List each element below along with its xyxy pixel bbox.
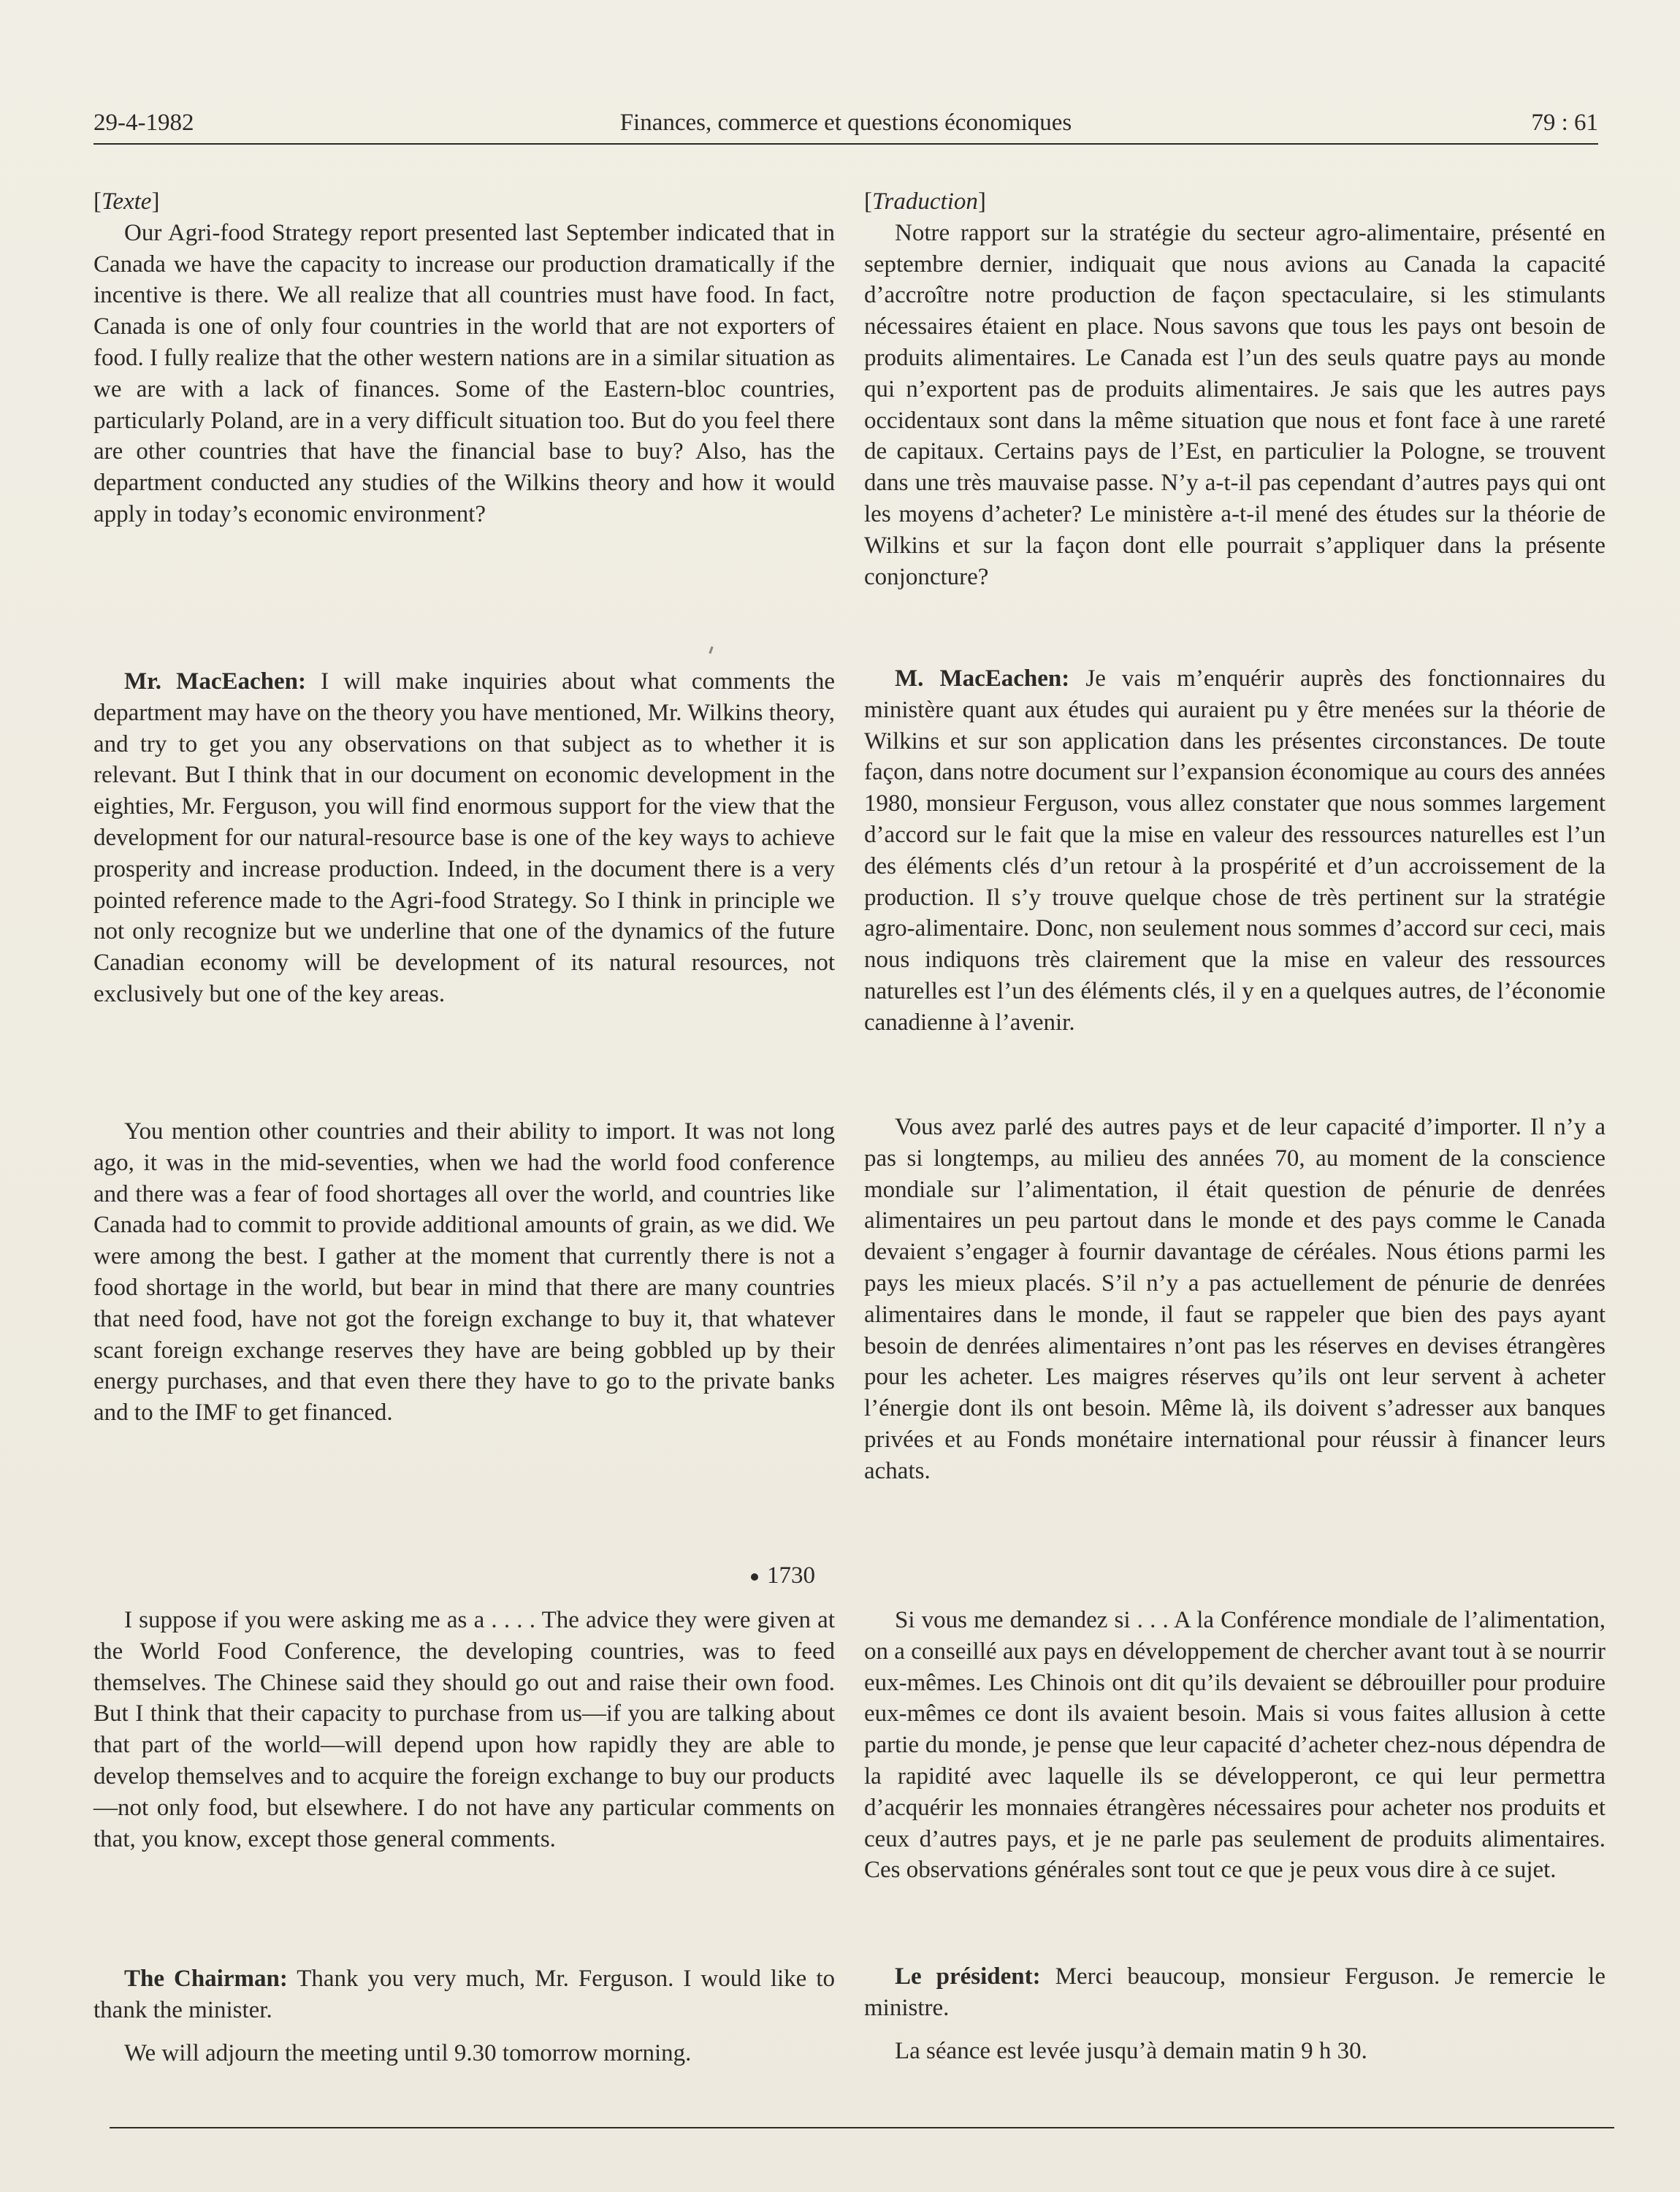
page-header <box>93 104 1598 141</box>
english-paragraph-1: Our Agri-food Strategy report presented last September indicated that in Canada we have the capacity to increase our production dramatically if the incentive is there. We all realize that all countries must have food. In fact, Canada is one of only four countries in the world that are not exporters of food. I fully realize that the other western nations are in a similar situation as we are with a lack of finances. Some of the Eastern-bloc countries, particularly Poland, are in a very difficult situation too. But do you feel there are other countries that have the financial base to buy? Also, has the department conducted any studies of the Wilkins theory and how it would apply in today’s economic environment? <box>93 219 835 527</box>
english-block-4 <box>93 1605 835 1855</box>
header-rule <box>93 143 1598 145</box>
english-block-3 <box>93 1116 835 1429</box>
footer-rule <box>110 2127 1614 2128</box>
french-section-tag: [Traduction] <box>864 188 986 215</box>
header-title: Finances, commerce et questions économiques <box>619 110 1072 136</box>
french-paragraph-5: Le président: Merci beaucoup, monsieur Ferguson. Je remercie le ministre. <box>864 1963 1605 2021</box>
french-paragraph-3: Vous avez parlé des autres pays et de leur capacité d’importer. Il n’y a pas si longtemps, au milieu des années 70, au moment de la conscience mondiale sur l’alimentation, il était question de pénurie de denrées alimentaires un peu partout dans le monde et des pays comme le Canada devaient s’engager à fournir davantage de céréales. Nous étions parmi les pays les mieux placés. S’il n’y a pas actuellement de pénurie de denrées alimentaires dans le monde, il faut se rappeler que bien des pays ayant besoin de denrées alimentaires n’ont pas les réserves en devises étrangères pour les acheter. Les maigres réserves qu’ils ont leur servent à acheter l’énergie dont ils ont besoin. Même là, ils doivent s’adresser aux banques privées et au Fonds monétaire international pour réussir à financer leurs achats. <box>864 1114 1605 1484</box>
french-paragraph-6: La séance est levée jusqu’à demain matin 9 h 30. <box>895 2037 1367 2064</box>
speaker-maceachen: Mr. MacEachen: <box>124 668 306 695</box>
english-paragraph-6: We will adjourn the meeting until 9.30 tomorrow morning. <box>124 2039 692 2066</box>
french-block-3 <box>864 1112 1605 1487</box>
english-section-tag: [Texte] <box>93 188 160 215</box>
english-block-5 <box>93 1963 835 2069</box>
english-paragraph-3: You mention other countries and their ability to import. It was not long ago, it was in the mid-seventies, when we had the world food conference and there was a fear of food shortages all over the world, and countries like Canada had to commit to provide additional amounts of grain, as we did. We were among the best. I gather at the moment that currently there is not a food shortage in the world, but bear in mind that there are many countries that need food, have not got the foreign exchange to buy it, that whatever scant foreign exchange reserves they have are being gobbled up by their energy purchases, and that even there they have to go to the private banks and to the IMF to get financed. <box>93 1118 835 1427</box>
french-block-1 <box>864 186 1605 592</box>
paper-speck <box>709 646 713 654</box>
french-block-4 <box>864 1605 1605 1886</box>
english-paragraph-2: Mr. MacEachen: I will make inquiries about what comments the department may have on the theory you have mentioned, Mr. Wilkins theory, and try to get you any observations on that subject as to whether it is relevant. But I think that in our document on economic development in the eighties, Mr. Ferguson, you will find enormous support for the view that the development for our natural-resource base is one of the key ways to achieve prosperity and increase production. Indeed, in the document there is a very pointed reference made to the Agri-food Strategy. So I think in principle we not only recognize but we underline that one of the dynamics of the future Canadian economy will be development of its natural resources, not exclusively but one of the key areas. <box>93 668 836 1007</box>
french-block-2 <box>864 663 1605 1039</box>
english-paragraph-5: The Chairman: Thank you very much, Mr. Ferguson. I would like to thank the minister. <box>93 1966 835 2023</box>
french-paragraph-4: Si vous me demandez si . . . A la Conférence mondiale de l’alimentation, on a conseillé aux pays en développement de chercher avant tout à se nourrir eux-mêmes. Les Chinois ont dit qu’ils devaient se débrouiller pour produire eux-mêmes ce dont ils avaient besoin. Mais si vous faites allusion à cette partie du monde, je pense que leur capacité d’acheter chez-nous dépendra de la rapidité avec laquelle ils se développeront, ce qui leur permettra d’acquérir les monnaies étrangères nécessaires pour acheter nos produits et ceux d’autres pays, et je ne parle pas seulement de produits alimentaires. Ces observations générales sont tout ce que je peux vous dire à ce sujet. <box>864 1607 1605 1884</box>
speaker-president: Le président: <box>895 1963 1041 1990</box>
header-page-number: 79 : 61 <box>1531 110 1598 136</box>
english-block-2 <box>93 666 835 1010</box>
french-block-5 <box>864 1961 1605 2066</box>
english-block-1 <box>93 186 835 530</box>
french-paragraph-2: M. MacEachen: Je vais m’enquérir auprès des fonctionnaires du ministère quant aux études qui auraient pu y être menées sur la théorie de Wilkins et sur son application dans les présentes circonstances. De toute façon, dans notre document sur l’expansion économique au cours des années 1980, monsieur Ferguson, vous allez constater que nous sommes largement d’accord sur le fait que la mise en valeur des ressources naturelles est l’un des éléments clés d’un retour à la prospérité et d’un accroissement de la production. Il s’y trouve quelque chose de très pertinent sur la stratégie agro-alimentaire. Donc, non seulement nous sommes d’accord sur ceci, mais nous indiquons très clairement que la mise en valeur des ressources naturelles est l’un des éléments clés, il y en a quelques autres, de l’économie canadienne à l’avenir. <box>864 665 1605 1036</box>
french-paragraph-1: Notre rapport sur la stratégie du secteur agro-alimentaire, présenté en septembre dernier, indiquait que nous avions au Canada la capacité d’accroître notre production de façon spectaculaire, si les stimulants nécessaires étaient en place. Nous savons que tous les pays ont besoin de produits alimentaires. Le Canada est l’un des seuls quatre pays au monde qui n’exportent pas de produits alimentaires. Je sais que les autres pays occidentaux sont dans la même situation que nous et font face à une rareté de capitaux. Certains pays de l’Est, en particulier la Pologne, se trouvent dans une très mauvaise passe. N’y a-t-il pas cependant d’autres pays qui ont les moyens d’acheter? Le ministère a-t-il mené des études sur la théorie de Wilkins et sur la façon dont elle pourrait s’appliquer dans la présente conjoncture? <box>864 219 1605 590</box>
speaker-chairman: The Chairman: <box>124 1966 288 1992</box>
header-date: 29-4-1982 <box>93 110 194 136</box>
speaker-maceachen-fr: M. MacEachen: <box>895 665 1070 692</box>
time-marker: 1730 <box>751 1560 815 1591</box>
bullet-icon <box>751 1573 758 1581</box>
english-paragraph-4: I suppose if you were asking me as a . . . . The advice they were given at the World Food Conference, the developing countries, was to feed themselves. The Chinese said they should go out and raise their own food. But I think that their capacity to purchase from us—if you are talking about that part of the world—will depend upon how rapidly they are able to develop themselves and to acquire the foreign exchange to buy our products—not only food, but elsewhere. I do not have any particular comments on that, you know, except those general comments. <box>93 1607 835 1852</box>
